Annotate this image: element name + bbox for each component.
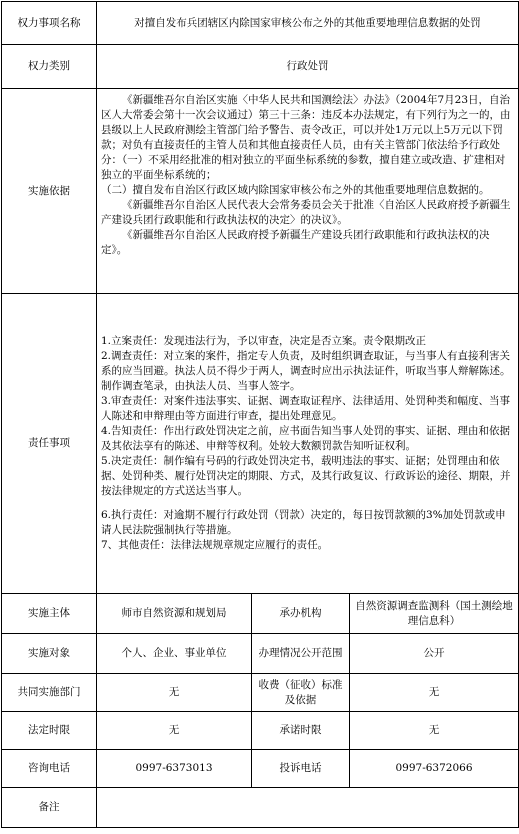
subject-label: 实施主体 [2,594,97,634]
disclosure-scope-label: 办理情况公开范围 [252,634,350,674]
row-power-type [2,45,519,89]
remark-value [97,788,519,828]
power-item-table [1,1,519,828]
complaint-phone-value: 0997-6372066 [350,750,519,788]
row-remark [2,788,519,828]
duty-item: 5.决定责任：制作编有号码的行政处罚决定书，载明违法的事实、证据；处罚理由和依据、处罚种类、履行处罚决定的期限、方式，及其行政复议、行政诉讼的途径、期限，并按法律规定的方式送达当事人。 [101,455,511,497]
basis-para-4: 《新疆维吾尔自治区人民政府授予新疆生产建设兵团行政职能和行政执法权的决定》。 [101,229,490,256]
basis-para-2: （二）擅自发布自治区行政区域内除国家审核公布之外的其他重要地理信息数据的。 [101,184,490,196]
duty-item: 2.调查责任：对立案的案件，指定专人负责，及时组织调查取证，与当事人有直接利害关系的应当回避。执法人员不得少于两人，调查时应出示执法证件，听取当事人辩解陈述。制作调查笔录，由执法人员、当事人签字。 [101,350,511,392]
consult-phone-label: 咨询电话 [2,750,97,788]
power-name-value: 对擅自发布兵团辖区内除国家审核公布之外的其他重要地理信息数据的处罚 [97,2,519,45]
consult-phone-value: 0997-6373013 [97,750,252,788]
power-type-label: 权力类别 [2,45,97,89]
fee-standard-label: 收费（征收）标准及依据 [252,674,350,712]
row-joint-dept [2,674,519,712]
duty-item: 4.告知责任：作出行政处罚决定之前，应书面告知当事人处罚的事实、证据、理由和依据及其依法享有的陈述、申辩等权利。处较大数额罚款告知听证权利。 [101,425,511,452]
duty-item: 7、其他责任：法律法规规章规定应履行的责任。 [101,539,329,551]
joint-dept-label: 共同实施部门 [2,674,97,712]
row-subject [2,594,519,634]
target-label: 实施对象 [2,634,97,674]
row-phone [2,750,519,788]
subject-value: 师市自然资源和规划局 [97,594,252,634]
duty-label: 责任事项 [2,294,97,594]
row-target [2,634,519,674]
promised-limit-label: 承诺时限 [252,712,350,750]
legal-limit-label: 法定时限 [2,712,97,750]
joint-dept-value: 无 [97,674,252,712]
duty-content [97,294,519,594]
duty-item: 6.执行责任：对逾期不履行行政处罚（罚款）决定的，每日按罚款额的3%加处罚款或申请人民法院强制执行等措施。 [101,509,506,536]
power-type-value: 行政处罚 [97,45,519,89]
remark-label: 备注 [2,788,97,828]
duty-item: 3.审查责任：对案件违法事实、证据、调查取证程序、法律适用、处罚种类和幅度、当事人陈述和申辩理由等方面进行审查，提出处理意见。 [101,395,511,422]
basis-para-1: 《新疆维吾尔自治区实施〈中华人民共和国测绘法〉办法》（2004年7月23日，自治区人大常委会第十一次会议通过）第三十三条：违反本办法规定，有下列行为之一的，由县级以上人民政府测绘主管部门给予警告、责令改正，可以并处1万元以上5万元以下罚款；对负有直接责任的主管人员和其他直接责任人员，由有关主管部门依法给予行政处分：（一）不采用经批准的相对独立的平面坐标系统的参数，擅自建立或改造、扩建相对独立的平面坐标系统的； [101,94,511,181]
handling-org-value: 自然资源调查监测科（国土测绘地理信息科） [350,594,519,634]
promised-limit-value: 无 [350,712,519,750]
disclosure-scope-value: 公开 [350,634,519,674]
row-power-name [2,2,519,45]
complaint-phone-label: 投诉电话 [252,750,350,788]
fee-standard-value: 无 [350,674,519,712]
row-time-limit [2,712,519,750]
duty-spacer [101,499,514,508]
target-value: 个人、企业、事业单位 [97,634,252,674]
row-duty [2,294,519,594]
row-basis [2,89,519,294]
basis-content [97,89,519,294]
power-name-label: 权力事项名称 [2,2,97,45]
handling-org-label: 承办机构 [252,594,350,634]
legal-limit-value: 无 [97,712,252,750]
duty-item: 1.立案责任：发现违法行为，予以审查，决定是否立案。责令限期改正 [101,335,427,347]
basis-para-3: 《新疆维吾尔自治区人民代表大会常务委员会关于批准〈自治区人民政府授予新疆生产建设兵团行政职能和行政执法权的决定〉的决议》。 [101,199,511,226]
basis-label: 实施依据 [2,89,97,294]
